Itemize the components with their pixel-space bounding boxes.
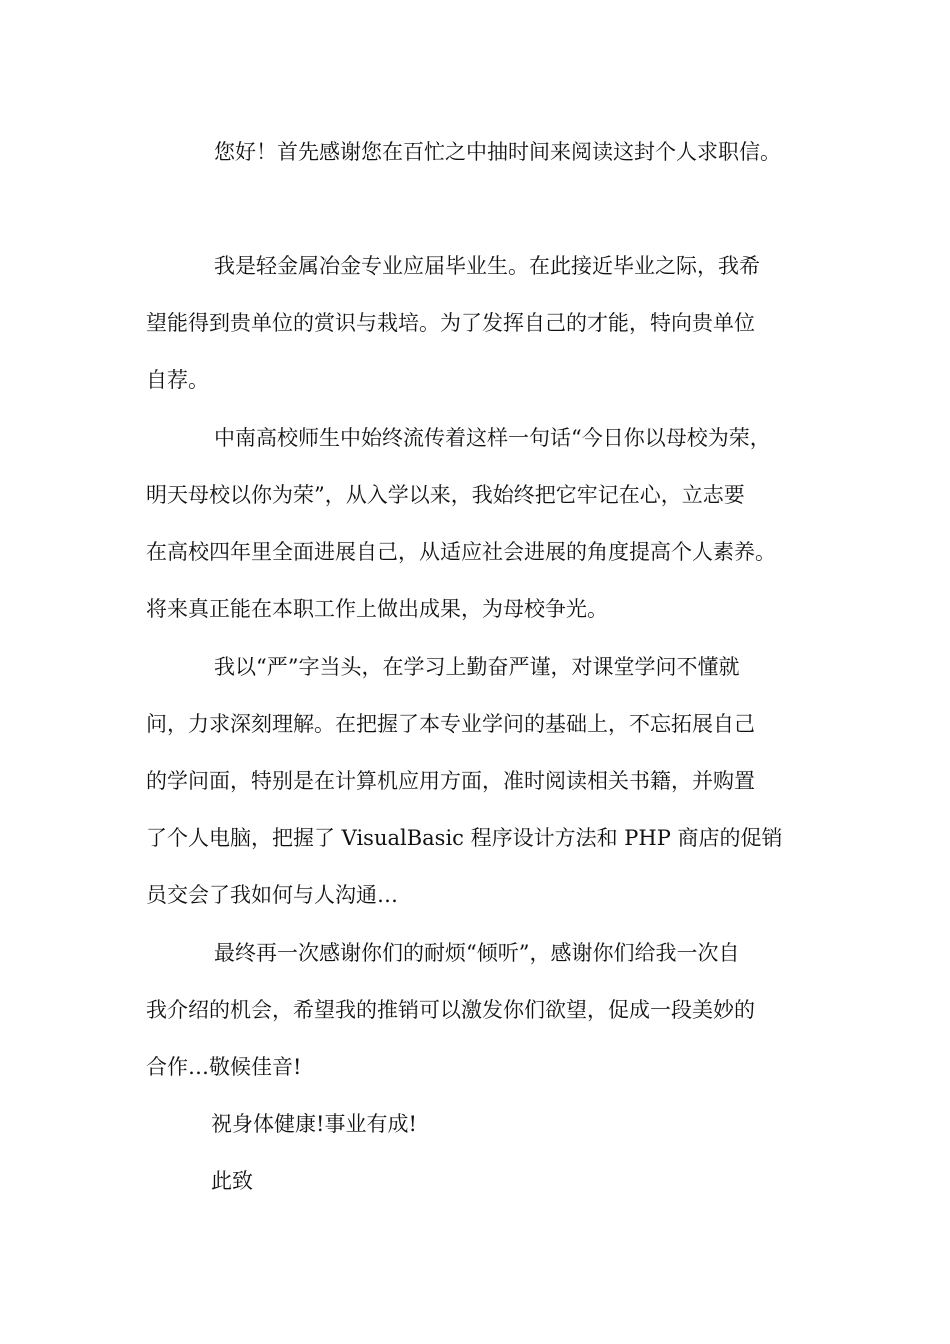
paragraph-3-line-1: 我以“严”字当头，在学习上勤奋严谨，对课堂学问不懂就: [214, 655, 740, 679]
greeting-line: 您好！首先感谢您在百忙之中抽时间来阅读这封个人求职信。: [214, 140, 781, 164]
closing-salutation: 此致: [211, 1169, 253, 1193]
paragraph-4-line-1: 最终再一次感谢你们的耐烦“倾听”，感谢你们给我一次自: [214, 941, 740, 965]
paragraph-2-line-1: 中南高校师生中始终流传着这样一句话“今日你以母校为荣，: [214, 426, 771, 450]
closing-wish: 祝身体健康!事业有成!: [211, 1112, 417, 1136]
paragraph-1-line-3: 自荐。: [146, 368, 209, 392]
paragraph-1-line-2: 望能得到贵单位的赏识与栽培。为了发挥自己的才能，特向贵单位: [146, 311, 755, 335]
paragraph-3-line-3: 的学问面，特别是在计算机应用方面，准时阅读相关书籍，并购置: [146, 769, 755, 793]
paragraph-3-line-4: 了个人电脑，把握了 VisualBasic 程序设计方法和 PHP 商店的促销: [146, 826, 783, 850]
paragraph-3-line-2: 问，力求深刻理解。在把握了本专业学问的基础上，不忘拓展自己: [146, 712, 755, 736]
paragraph-2-line-2: 明天母校以你为荣”，从入学以来，我始终把它牢记在心，立志要: [146, 483, 745, 507]
paragraph-2-line-3: 在高校四年里全面进展自己，从适应社会进展的角度提高个人素养。: [146, 540, 776, 564]
paragraph-1-line-1: 我是轻金属冶金专业应届毕业生。在此接近毕业之际，我希: [214, 254, 760, 278]
paragraph-3-line-5: 员交会了我如何与人沟通…: [146, 883, 398, 907]
paragraph-2-line-4: 将来真正能在本职工作上做出成果，为母校争光。: [146, 597, 608, 621]
paragraph-4-line-3: 合作…敬候佳音!: [146, 1055, 302, 1079]
paragraph-4-line-2: 我介绍的机会，希望我的推销可以激发你们欲望，促成一段美妙的: [146, 998, 755, 1022]
